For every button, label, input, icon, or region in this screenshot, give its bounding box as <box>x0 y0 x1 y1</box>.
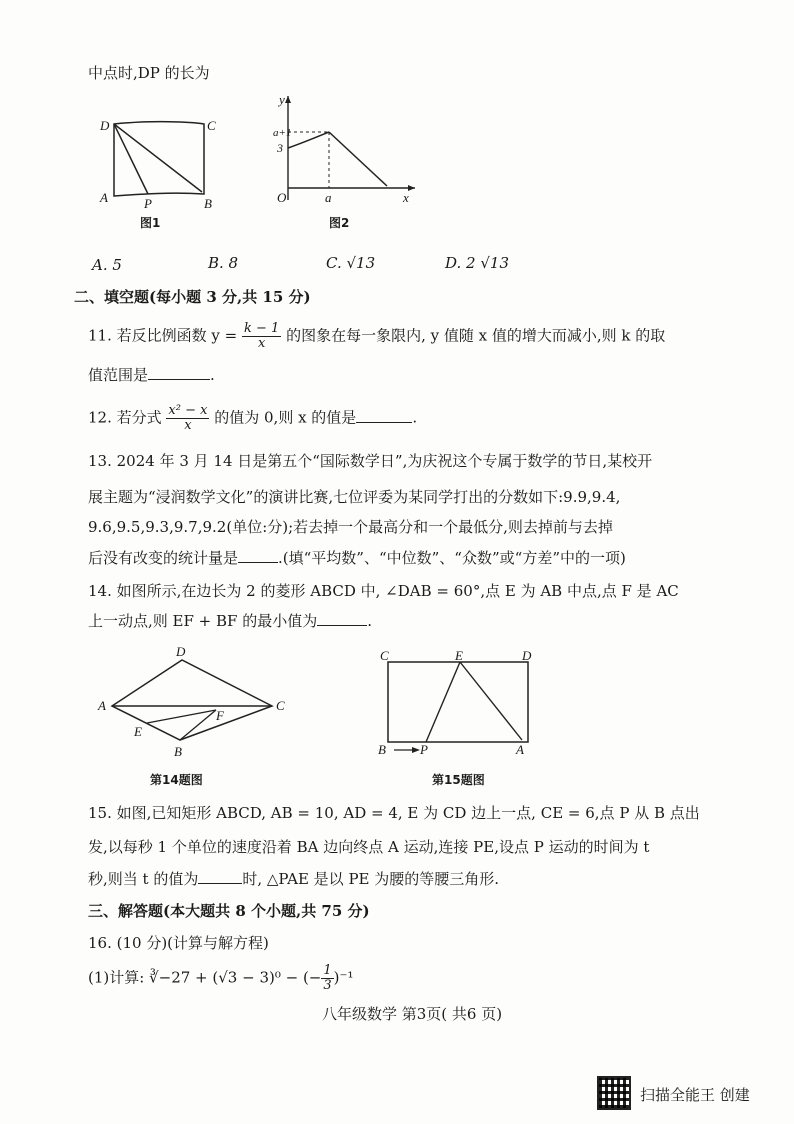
q11-pre: 11. 若反比例函数 y = <box>88 326 238 345</box>
q11-den: x <box>257 336 266 351</box>
q13-line4b: .(填“平均数”、“中位数”、“众数”或“方差”中的一项) <box>278 549 626 567</box>
fig1-label-P: P <box>144 196 152 211</box>
q12-line <box>88 404 417 433</box>
fig15-label-E: E <box>455 648 463 663</box>
q14-line1: 14. 如图所示,在边长为 2 的菱形 ABCD 中, ∠DAB = 60°,点 E 为 AB 中点,点 F 是 AC <box>88 582 679 600</box>
q15-line3 <box>88 868 499 889</box>
q16-part1 <box>88 964 353 993</box>
fig14-label-E: E <box>134 724 142 739</box>
fig2-label-y: y <box>279 92 285 107</box>
q14-line2-text: 上一动点,则 EF + BF 的最小值为 <box>88 612 318 630</box>
q16-fraction <box>321 964 333 993</box>
q13-line4a: 后没有改变的统计量是 <box>88 549 239 567</box>
fig15-label-A: A <box>516 742 524 757</box>
q13-line1: 13. 2024 年 3 月 14 日是第五个“国际数学日”,为庆祝这个专属于数学的节日,某校开 <box>88 452 653 470</box>
fig1-caption: 图1 <box>140 216 161 230</box>
q10-option-a: A. 5 <box>92 256 122 274</box>
fig14-label-D: D <box>176 644 186 659</box>
fig2-label-x: x <box>403 190 409 205</box>
q12-answer-blank[interactable] <box>356 408 412 423</box>
fig14-label-A: A <box>98 698 106 713</box>
section3-title: 三、解答题(本大题共 8 个小题,共 75 分) <box>88 902 370 920</box>
q11-line2-text: 值范围是 <box>88 366 149 384</box>
q15-line3b: 时, △PAE 是以 PE 为腰的等腰三角形. <box>242 870 500 888</box>
q13-answer-blank[interactable] <box>238 548 278 563</box>
q16-fden: 3 <box>323 978 332 993</box>
fig15-label-C: C <box>380 648 389 663</box>
fig2-label-a: a <box>325 190 332 205</box>
fig15-label-D: D <box>522 648 532 663</box>
q13-line4 <box>88 547 626 568</box>
q10-option-b: B. 8 <box>208 254 239 272</box>
q15-line3a: 秒,则当 t 的值为 <box>88 870 199 888</box>
q10-option-d: D. 2 √13 <box>445 254 509 272</box>
fig1-label-D: D <box>100 118 110 133</box>
q10-option-c: C. √13 <box>326 254 376 272</box>
q15-line1: 15. 如图,已知矩形 ABCD, AB = 10, AD = 4, E 为 CD 边上一点, CE = 6,点 P 从 B 点出 <box>88 804 700 822</box>
scanner-watermark: 扫描全能王 创建 <box>640 1086 750 1104</box>
q12-num: x² − x <box>168 403 208 418</box>
q10-figure2 <box>275 92 425 222</box>
q15-figure <box>376 648 546 760</box>
q16-part1-end: )⁻¹ <box>333 968 354 987</box>
fig14-label-C: C <box>276 698 285 713</box>
q16-fnum: 1 <box>323 963 332 978</box>
q11-num: k − 1 <box>243 321 280 336</box>
section2-title: 二、填空题(每小题 3 分,共 15 分) <box>74 288 311 306</box>
q14-figure <box>92 640 292 762</box>
q15-line2: 发,以每秒 1 个单位的速度沿着 BA 边向终点 A 运动,连接 PE,设点 P 运动的时间为 t <box>88 838 650 856</box>
fig15-label-B: B <box>378 742 386 757</box>
q11-line1 <box>88 322 665 351</box>
q11-fraction <box>242 322 281 351</box>
q12-end: . <box>412 408 418 427</box>
fig1-label-C: C <box>207 118 216 133</box>
q14-end: . <box>367 612 372 630</box>
fig2-label-a1: a+1 <box>273 127 292 139</box>
q15-caption: 第15题图 <box>432 773 485 787</box>
q10-tail: 中点时,DP 的长为 <box>88 64 210 82</box>
fig15-label-P: P <box>420 742 428 757</box>
q13-line3: 9.6,9.5,9.3,9.7,9.2(单位:分);若去掉一个最高分和一个最低分,则去掉前与去掉 <box>88 518 613 536</box>
q12-post: 的值为 0,则 x 的值是 <box>214 408 357 427</box>
q12-den: x <box>184 418 192 433</box>
q14-caption: 第14题图 <box>150 773 203 787</box>
q12-pre: 12. 若分式 <box>88 408 162 427</box>
q12-fraction <box>166 404 209 433</box>
fig14-label-F: F <box>216 708 224 723</box>
q11-end: . <box>210 366 215 384</box>
fig2-caption: 图2 <box>329 216 350 230</box>
q11-line2 <box>88 364 215 385</box>
q14-line2 <box>88 610 372 631</box>
fig2-label-3: 3 <box>277 141 283 155</box>
q16-head: 16. (10 分)(计算与解方程) <box>88 934 269 952</box>
page-footer: 八年级数学 第3页( 共6 页) <box>322 1005 503 1023</box>
q11-post: 的图象在每一象限内, y 值随 x 值的增大而减小,则 k 的取 <box>286 326 666 345</box>
fig14-label-B: B <box>174 744 182 759</box>
fig1-label-B: B <box>204 196 212 211</box>
fig1-label-A: A <box>100 190 108 205</box>
q11-answer-blank[interactable] <box>148 365 210 380</box>
q14-answer-blank[interactable] <box>317 611 367 626</box>
fig2-label-O: O <box>277 190 287 205</box>
q15-answer-blank[interactable] <box>198 869 242 884</box>
qr-code-icon <box>597 1076 631 1110</box>
q13-line2: 展主题为“浸润数学文化”的演讲比赛,七位评委为某同学打出的分数如下:9.9,9.4, <box>88 488 621 506</box>
q16-part1-text: (1)计算: ∛−27 + (√3 − 3)⁰ − (− <box>88 968 322 987</box>
